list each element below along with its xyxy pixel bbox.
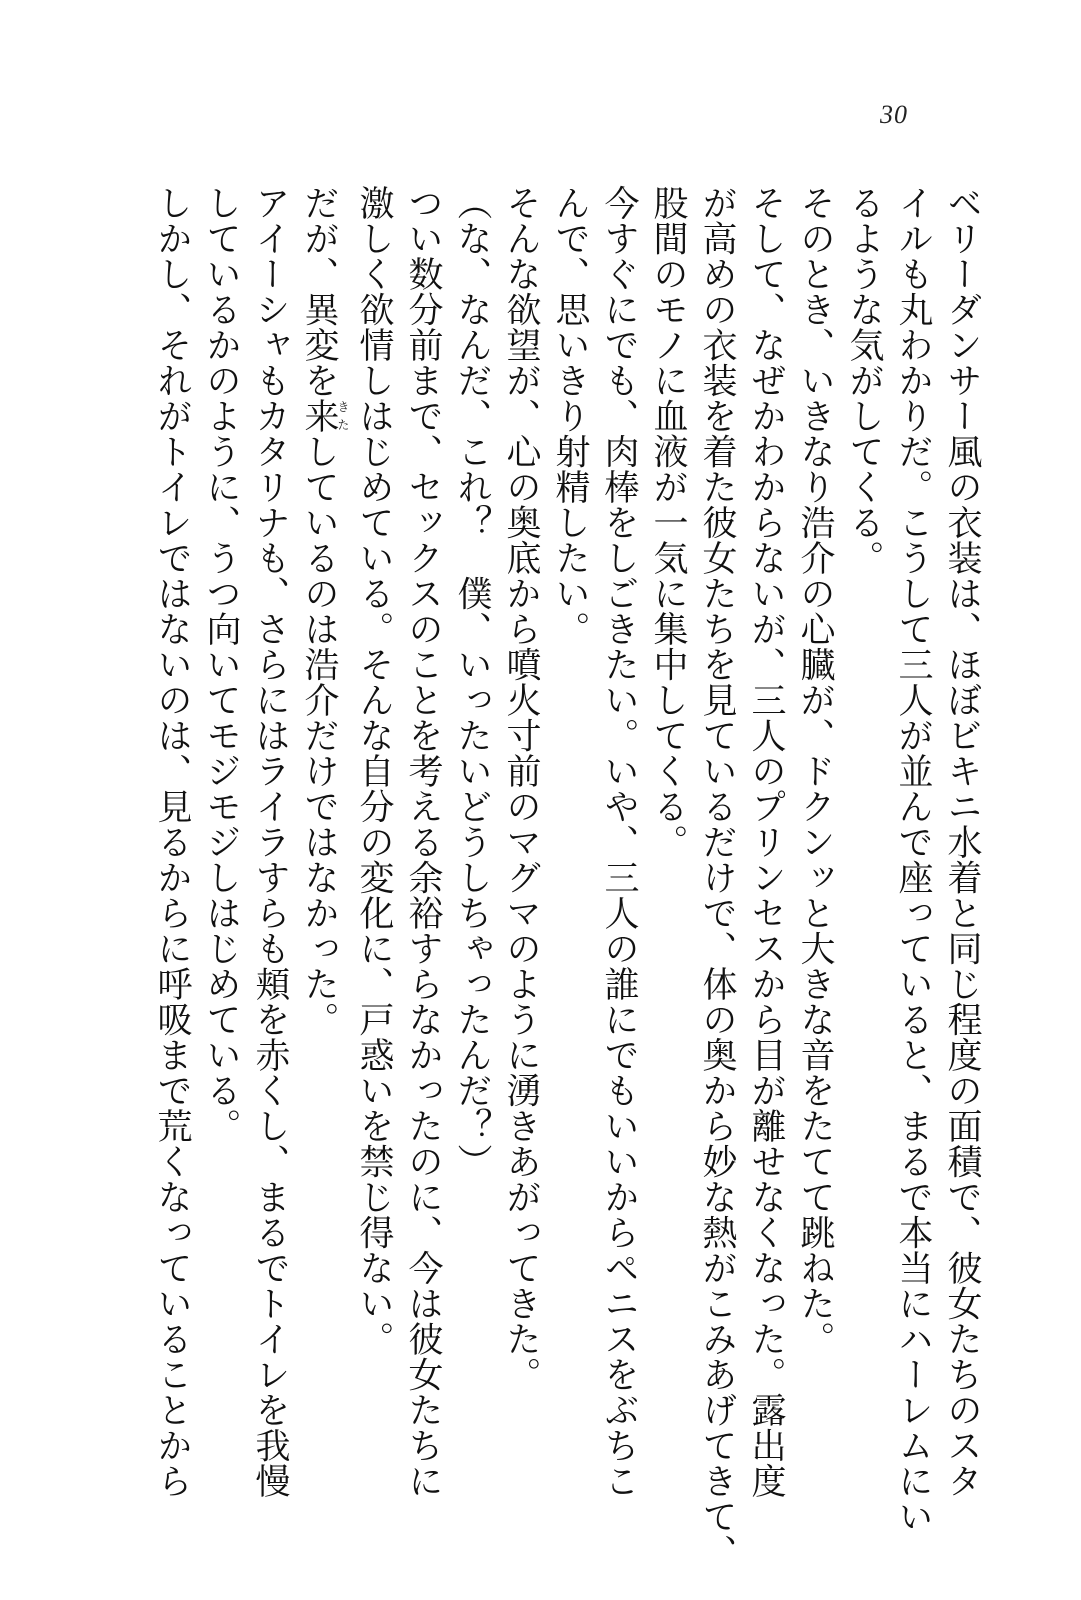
text-line: そんな欲望が、心の奥底から噴火寸前のマグマのように湧きあがってきた。	[501, 185, 541, 1392]
ruby-reading: きた	[336, 398, 350, 434]
text-line: そして、なぜかわからないが、三人のプリンセスから目が離せなくなった。露出度	[746, 185, 786, 1499]
text-line: しかし、それがトイレではないのは、見るからに呼吸まで荒くなっていることから	[152, 185, 192, 1499]
vertical-body-text	[147, 185, 986, 1570]
text-line: ベリーダンサー風の衣装は、ほぼビキニ水着と同じ程度の面積で、彼女たちのスタ	[942, 185, 982, 1499]
text-line: んで、思いきり射精したい。	[550, 185, 590, 647]
text-line: るような気がしてくる。	[844, 185, 884, 576]
text-line: （な、なんだ、これ？ 僕、いったいどうしちゃったんだ？）	[452, 185, 492, 1179]
text-segment: しているのは浩介だけではなかった。	[299, 433, 339, 1037]
text-line: 股間のモノに血液が一気に集中してくる。	[648, 185, 688, 860]
text-line: アイーシャもカタリナも、さらにはライラすらも頬を赤くし、まるでトイレを我慢	[250, 185, 290, 1499]
text-line: そのとき、いきなり浩介の心臓が、ドクンッと大きな音をたてて跳ねた。	[795, 185, 835, 1357]
text-line: が高めの衣装を着た彼女たちを見ているだけで、体の奥から妙な熱がこみあげてきて、	[697, 185, 737, 1570]
text-segment: だが、異変を	[299, 185, 339, 398]
ruby-annotation	[299, 398, 350, 434]
text-line: イルも丸わかりだ。こうして三人が並んで座っていると、まるで本当にハーレムにい	[893, 185, 933, 1534]
text-line: 激しく欲情しはじめている。そんな自分の変化に、戸惑いを禁じ得ない。	[354, 185, 394, 1357]
page-number: 30	[880, 100, 908, 129]
text-line: しているかのように、うつ向いてモジモジしはじめている。	[201, 185, 241, 1144]
text-line: つい数分前まで、セックスのことを考える余裕すらなかったのに、今は彼女たちに	[403, 185, 443, 1499]
ruby-base: 来	[299, 398, 339, 434]
text-line: 今すぐにでも、肉棒をしごきたい。いや、三人の誰にでもいいからペニスをぶちこ	[599, 185, 639, 1499]
text-line-with-ruby	[294, 185, 349, 1485]
